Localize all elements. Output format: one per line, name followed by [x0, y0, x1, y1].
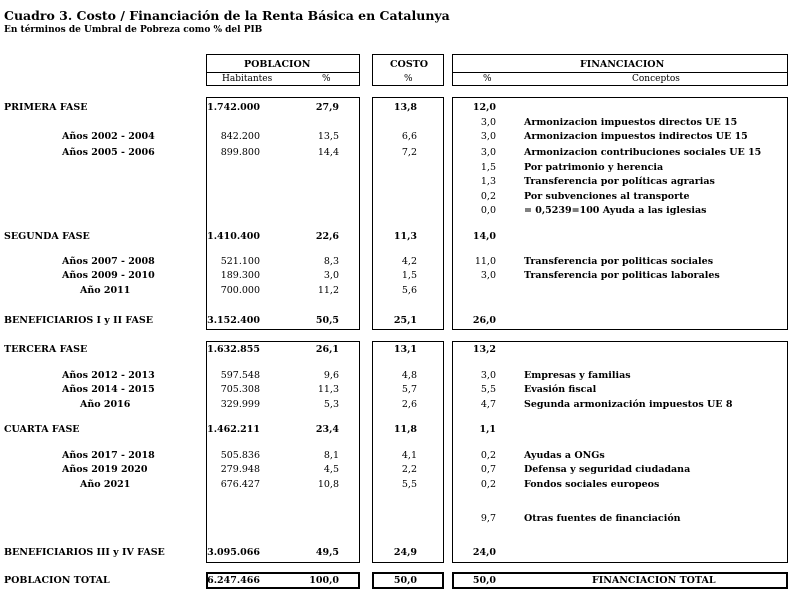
financiacion-pct-cell: 5,5: [480, 384, 496, 395]
poblacion-pct-cell: 14,4: [317, 147, 339, 158]
concepto-cell: Defensa y seguridad ciudadana: [524, 464, 691, 475]
conceptos-header: Conceptos: [632, 74, 680, 84]
financiacion-pct-cell: 1,1: [479, 424, 496, 435]
table-row: [0, 257, 792, 269]
concepto-cell: Armonizacion contribuciones sociales UE 15: [524, 147, 762, 158]
concepto-cell: Segunda armonización impuestos UE 8: [524, 399, 733, 410]
table-row: [0, 148, 792, 160]
poblacion-pct-cell: 8,1: [323, 450, 339, 461]
row-label: Años 2005 - 2006: [62, 147, 155, 158]
concepto-cell: Transferencia por politicas laborales: [524, 270, 720, 281]
row-label: Año 2011: [80, 285, 131, 296]
poblacion-pct-cell: 8,3: [323, 256, 339, 267]
table-row: [0, 451, 792, 463]
financiacion-header-divider: [452, 72, 788, 73]
habitantes-cell: 705.308: [220, 384, 260, 395]
costo-cell: 4,2: [401, 256, 417, 267]
financiacion-pct-cell: 0,2: [480, 191, 496, 202]
total-costo: 50,0: [393, 575, 417, 586]
table-row: [0, 232, 792, 244]
poblacion-pct-header: %: [322, 74, 331, 84]
poblacion-pct-cell: 11,3: [317, 384, 339, 395]
costo-cell: 5,7: [401, 384, 417, 395]
poblacion-pct-cell: 11,2: [317, 285, 339, 296]
row-label: PRIMERA FASE: [4, 102, 88, 113]
costo-cell: 11,3: [393, 231, 417, 242]
habitantes-cell: 1.632.855: [207, 344, 260, 355]
table-row: [0, 371, 792, 383]
table-row: [0, 118, 792, 130]
habitantes-cell: 1.742.000: [207, 102, 260, 113]
concepto-cell: Por patrimonio y herencia: [524, 162, 664, 173]
financiacion-pct-cell: 26,0: [472, 315, 496, 326]
concepto-cell: Empresas y familias: [524, 370, 631, 381]
financiacion-pct-cell: 3,0: [480, 370, 496, 381]
concepto-cell: Evasión fiscal: [524, 384, 597, 395]
poblacion-header-divider: [206, 72, 360, 73]
habitantes-cell: 505.836: [220, 450, 260, 461]
poblacion-pct-cell: 23,4: [315, 424, 339, 435]
financiacion-pct-header: %: [483, 74, 492, 84]
poblacion-pct-cell: 22,6: [315, 231, 339, 242]
table-row: [0, 480, 792, 492]
concepto-cell: Ayudas a ONGs: [524, 450, 605, 461]
table-row: [0, 177, 792, 189]
concepto-cell: = 0,5239=100 Ayuda a las iglesias: [524, 205, 707, 216]
financiacion-pct-cell: 13,2: [472, 344, 496, 355]
costo-pct-header: %: [404, 74, 413, 84]
table-row: [0, 385, 792, 397]
total-row: [0, 576, 792, 588]
costo-cell: 4,8: [401, 370, 417, 381]
costo-header: COSTO: [390, 59, 429, 70]
habitantes-cell: 329.999: [220, 399, 260, 410]
habitantes-cell: 3.095.066: [207, 547, 260, 558]
row-label: BENEFICIARIOS III y IV FASE: [4, 547, 165, 558]
costo-cell: 2,6: [401, 399, 417, 410]
financiacion-pct-cell: 1,3: [480, 176, 496, 187]
financiacion-pct-cell: 12,0: [472, 102, 496, 113]
costo-cell: 13,1: [393, 344, 417, 355]
row-label: Años 2019 2020: [62, 464, 148, 475]
financiacion-pct-cell: 3,0: [480, 270, 496, 281]
financiacion-header: FINANCIACION: [580, 59, 665, 70]
row-label: Años 2002 - 2004: [62, 131, 155, 142]
row-label: SEGUNDA FASE: [4, 231, 90, 242]
total-concept: FINANCIACION TOTAL: [592, 575, 716, 586]
table-row: [0, 548, 792, 560]
financiacion-pct-cell: 3,0: [480, 147, 496, 158]
concepto-cell: Transferencia por politicas sociales: [524, 256, 714, 267]
poblacion-pct-cell: 49,5: [315, 547, 339, 558]
financiacion-pct-cell: 0,0: [480, 205, 496, 216]
habitantes-cell: 700.000: [220, 285, 260, 296]
table-row: [0, 345, 792, 357]
row-label: Años 2007 - 2008: [62, 256, 155, 267]
costo-cell: 5,6: [401, 285, 417, 296]
habitantes-header: Habitantes: [222, 74, 273, 84]
financiacion-pct-cell: 3,0: [480, 117, 496, 128]
habitantes-cell: 899.800: [220, 147, 260, 158]
financiacion-pct-cell: 3,0: [480, 131, 496, 142]
habitantes-cell: 676.427: [220, 479, 260, 490]
row-label: Años 2014 - 2015: [62, 384, 155, 395]
row-label: Año 2016: [80, 399, 131, 410]
table-row: [0, 465, 792, 477]
financiacion-pct-cell: 11,0: [474, 256, 496, 267]
poblacion-pct-cell: 26,1: [315, 344, 339, 355]
costo-cell: 25,1: [393, 315, 417, 326]
concepto-cell: Por subvenciones al transporte: [524, 191, 690, 202]
table-row: [0, 514, 792, 526]
table-title: Cuadro 3. Costo / Financiación de la Renta Básica en Catalunya: [4, 8, 450, 23]
financiacion-pct-cell: 0,2: [480, 479, 496, 490]
total-label: POBLACION TOTAL: [4, 575, 110, 586]
poblacion-pct-cell: 3,0: [323, 270, 339, 281]
poblacion-pct-cell: 27,9: [315, 102, 339, 113]
row-label: Año 2021: [80, 479, 131, 490]
poblacion-pct-cell: 4,5: [323, 464, 339, 475]
habitantes-cell: 597.548: [220, 370, 260, 381]
financiacion-pct-cell: 24,0: [472, 547, 496, 558]
costo-cell: 7,2: [401, 147, 417, 158]
habitantes-cell: 279.948: [220, 464, 260, 475]
financiacion-pct-cell: 4,7: [480, 399, 496, 410]
poblacion-pct-cell: 10,8: [317, 479, 339, 490]
table-row: [0, 163, 792, 175]
table-row: [0, 192, 792, 204]
concepto-cell: Otras fuentes de financiación: [524, 513, 681, 524]
table-row: [0, 400, 792, 412]
total-financiacion: 50,0: [472, 575, 496, 586]
concepto-cell: Armonizacion impuestos directos UE 15: [524, 117, 738, 128]
habitantes-cell: 189.300: [220, 270, 260, 281]
habitantes-cell: 1.462.211: [207, 424, 260, 435]
habitantes-cell: 3.152.400: [207, 315, 260, 326]
costo-cell: 1,5: [401, 270, 417, 281]
row-label: CUARTA FASE: [4, 424, 80, 435]
poblacion-pct-cell: 5,3: [323, 399, 339, 410]
concepto-cell: Transferencia por políticas agrarias: [524, 176, 715, 187]
costo-cell: 5,5: [401, 479, 417, 490]
poblacion-pct-cell: 50,5: [315, 315, 339, 326]
table-row: [0, 103, 792, 115]
total-habitantes: 6.247.466: [207, 575, 260, 586]
financiacion-pct-cell: 0,7: [480, 464, 496, 475]
costo-cell: 24,9: [393, 547, 417, 558]
row-label: BENEFICIARIOS I y II FASE: [4, 315, 153, 326]
financiacion-pct-cell: 14,0: [472, 231, 496, 242]
table-row: [0, 132, 792, 144]
habitantes-cell: 842.200: [220, 131, 260, 142]
row-label: TERCERA FASE: [4, 344, 88, 355]
table-row: [0, 271, 792, 283]
table-subtitle: En términos de Umbral de Pobreza como % del PIB: [4, 25, 263, 35]
table-row: [0, 286, 792, 298]
table-row: [0, 206, 792, 218]
costo-cell: 2,2: [401, 464, 417, 475]
poblacion-pct-cell: 13,5: [317, 131, 339, 142]
financiacion-pct-cell: 0,2: [480, 450, 496, 461]
costo-cell: 6,6: [401, 131, 417, 142]
table-row: [0, 316, 792, 328]
habitantes-cell: 521.100: [220, 256, 260, 267]
financiacion-pct-cell: 1,5: [480, 162, 496, 173]
row-label: Años 2012 - 2013: [62, 370, 155, 381]
concepto-cell: Armonizacion impuestos indirectos UE 15: [524, 131, 748, 142]
costo-cell: 4,1: [401, 450, 417, 461]
row-label: Años 2017 - 2018: [62, 450, 155, 461]
concepto-cell: Fondos sociales europeos: [524, 479, 660, 490]
row-label: Años 2009 - 2010: [62, 270, 155, 281]
poblacion-header: POBLACION: [244, 59, 311, 70]
financiacion-pct-cell: 9,7: [480, 513, 496, 524]
poblacion-pct-cell: 9,6: [323, 370, 339, 381]
costo-cell: 13,8: [393, 102, 417, 113]
costo-cell: 11,8: [393, 424, 417, 435]
total-poblacion-pct: 100,0: [309, 575, 339, 586]
table-row: [0, 425, 792, 437]
habitantes-cell: 1.410.400: [207, 231, 260, 242]
